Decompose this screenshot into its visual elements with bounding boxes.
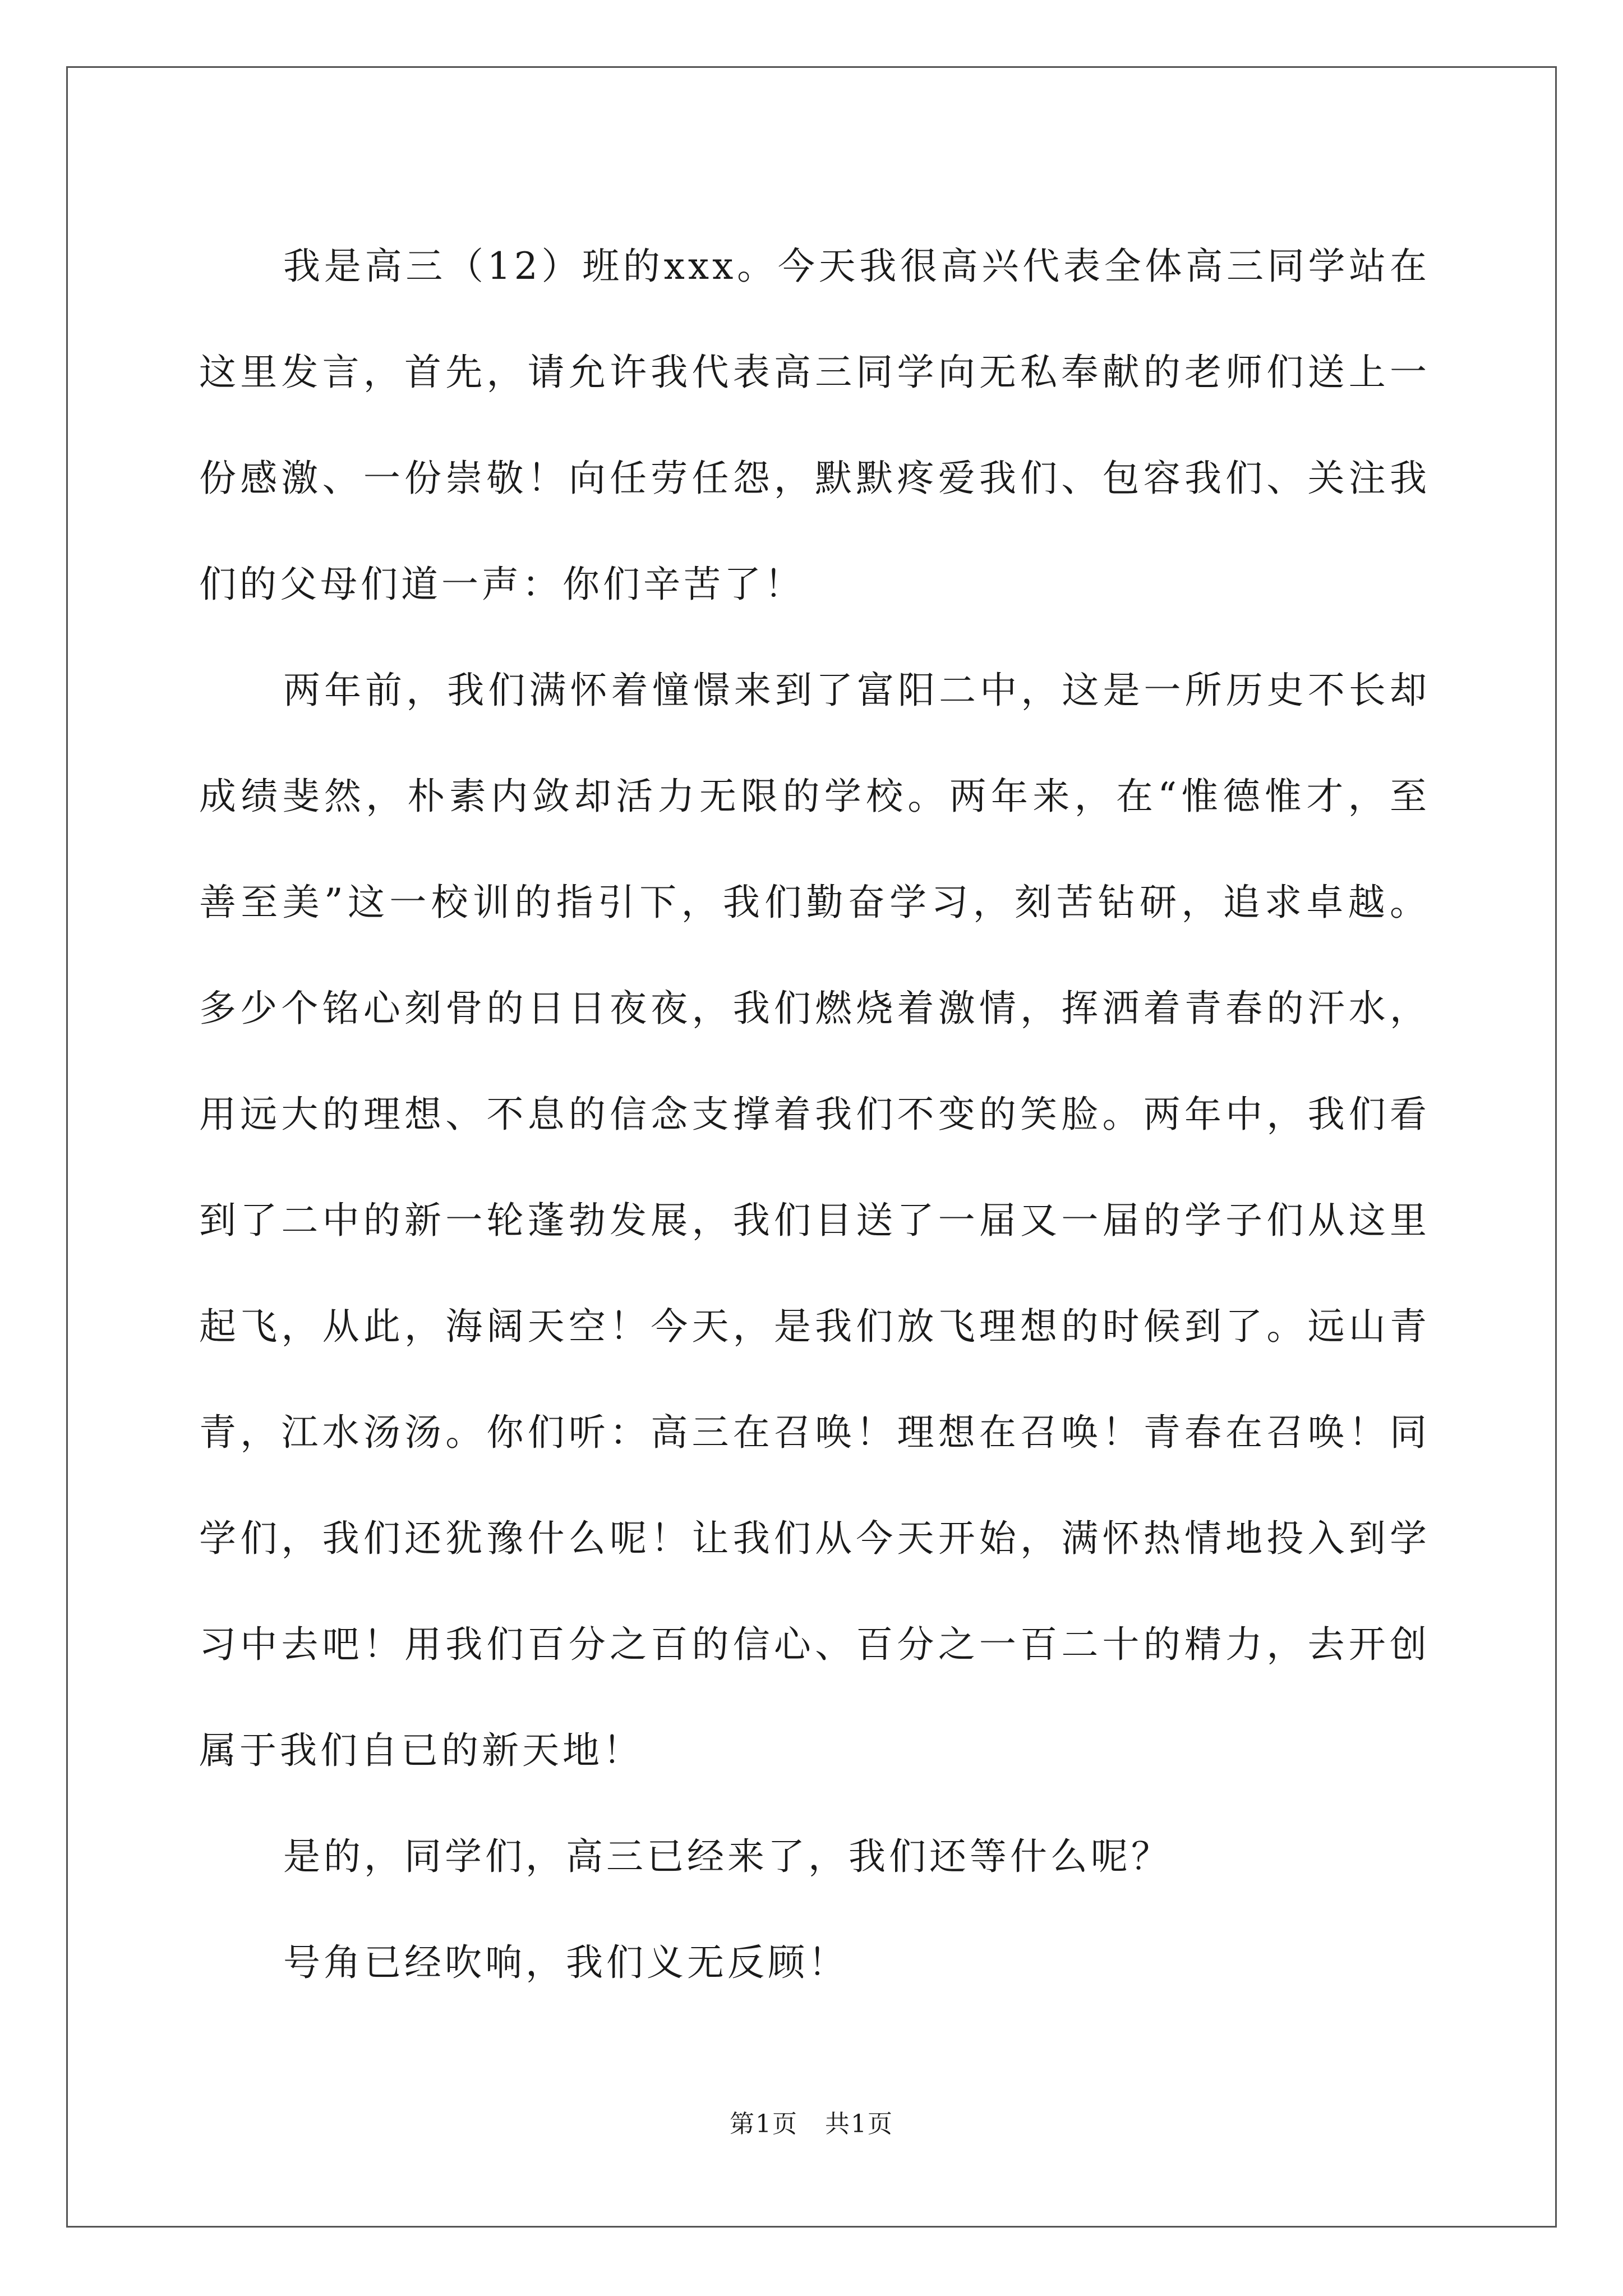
paragraph-3: 是的，同学们，高三已经来了，我们还等什么呢？ (283, 1835, 1172, 1878)
page-number: 第1页 (730, 2110, 799, 2138)
page-footer (0, 2104, 1623, 2139)
paragraph-2: 两年前，我们满怀着憧憬来到了富阳二中，这是一所历史不长却成绩斐然，朴素内敛却活力无限的学校。两年来，在“惟德惟才，至善至美”这一校训的指引下，我们勤奋学习，刻苦钻研，追求卓越。多少个铭心刻骨的日日夜夜，我们燃烧着激情，挥洒着青春的汗水，用远大的理想、不息的信念支撑着我们不变的笑脸。两年中，我们看到了二中的新一轮蓬勃发展，我们目送了一届又一届的学子们从这里起飞，从此，海阔天空！今天，是我们放飞理想的时候到了。远山青青，江水汤汤。你们听：高三在召唤！理想在召唤！青春在召唤！同学们，我们还犹豫什么呢！让我们从今天开始，满怀热情地投入到学习中去吧！用我们百分之百的信心、百分之一百二十的精力，去开创属于我们自已的新天地！ (199, 669, 1430, 1772)
paragraph-1: 我是高三（12）班的xxx。今天我很高兴代表全体高三同学站在这里发言，首先，请允许我代表高三同学向无私奉献的老师们送上一份感激、一份崇敬！向任劳任怨，默默疼爱我们、包容我们、关注我们的父母们道一声：你们辛苦了！ (199, 245, 1430, 606)
paragraph-4: 号角已经吹响，我们义无反顾！ (283, 1941, 849, 1984)
document-body (199, 213, 1430, 2016)
page-total: 共1页 (824, 2110, 893, 2138)
